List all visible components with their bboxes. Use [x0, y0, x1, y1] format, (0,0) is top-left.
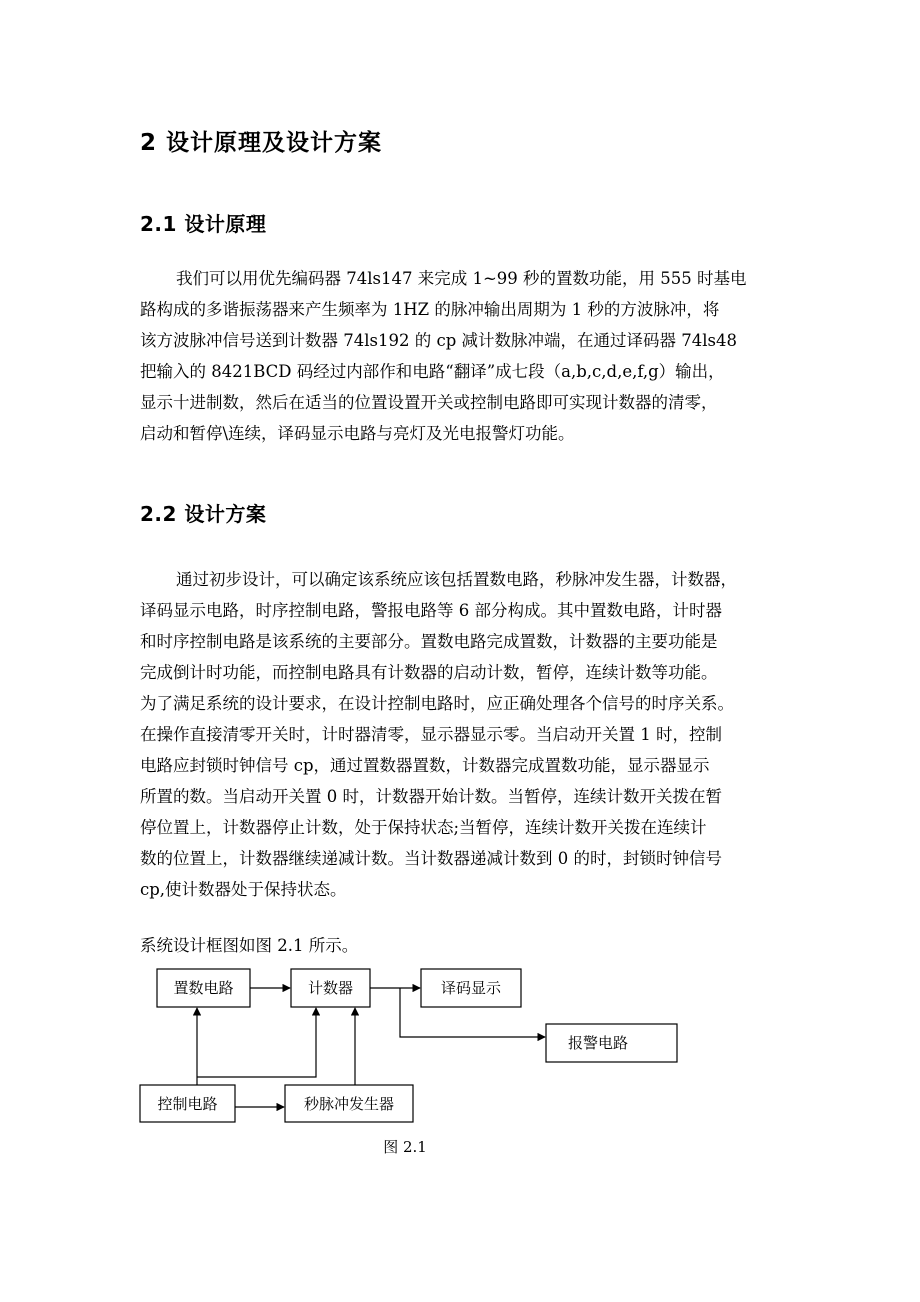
label-decoder-display: 译码显示 — [440, 979, 502, 997]
subsection-title-principle: 2.1 设计原理 — [140, 212, 267, 236]
text-line: 启动和暂停\连续，译码显示电路与亮灯及光电报警灯功能。 — [140, 424, 575, 443]
label-pulse-generator: 秒脉冲发生器 — [303, 1095, 395, 1113]
figure-intro: 系统设计框图如图 2.1 所示。 — [140, 936, 359, 955]
label-alarm: 报警电路 — [567, 1034, 629, 1052]
figure-caption: 图 2.1 — [383, 1138, 427, 1156]
text-line: 完成倒计时功能，而控制电路具有计数器的启动计数，暂停，连续计数等功能。 — [140, 663, 718, 682]
label-preset: 置数电路 — [173, 979, 234, 997]
text-line: 路构成的多谐振荡器来产生频率为 1HZ 的脉冲输出周期为 1 秒的方波脉冲，将 — [140, 300, 720, 319]
arrow-control-to-counter — [197, 1008, 316, 1077]
text-line: 通过初步设计，可以确定该系统应该包括置数电路，秒脉冲发生器，计数器， — [176, 570, 737, 589]
label-control: 控制电路 — [157, 1095, 218, 1113]
text-line: 电路应封锁时钟信号 cp，通过置数器置数，计数器完成置数功能，显示器显示 — [140, 756, 710, 775]
text-line: cp,使计数器处于保持状态。 — [140, 880, 347, 899]
text-line: 译码显示电路，时序控制电路，警报电路等 6 部分构成。其中置数电路，计时器 — [140, 601, 722, 620]
text-line: 数的位置上，计数器继续递减计数。当计数器递减计数到 0 的时，封锁时钟信号 — [140, 849, 722, 868]
text-line: 在操作直接清零开关时，计时器清零，显示器显示零。当启动开关置 1 时，控制 — [140, 725, 722, 744]
text-line: 该方波脉冲信号送到计数器 74ls192 的 cp 减计数脉冲端，在通过译码器 74ls48 — [140, 331, 737, 350]
section-title: 2 设计原理及设计方案 — [140, 130, 383, 156]
text-line: 和时序控制电路是该系统的主要部分。置数电路完成置数，计数器的主要功能是 — [140, 632, 718, 651]
subsection-title-scheme: 2.2 设计方案 — [140, 502, 267, 526]
text-line: 我们可以用优先编码器 74ls147 来完成 1~99 秒的置数功能，用 555 时基电 — [176, 269, 747, 288]
text-line: 显示十进制数，然后在适当的位置设置开关或控制电路即可实现计数器的清零， — [140, 393, 718, 412]
text-line: 所置的数。当启动开关置 0 时，计数器开始计数。当暂停，连续计数开关拨在暂 — [140, 787, 722, 806]
text-line: 停位置上，计数器停止计数，处于保持状态;当暂停，连续计数开关拨在连续计 — [140, 818, 707, 837]
text-line: 为了满足系统的设计要求，在设计控制电路时，应正确处理各个信号的时序关系。 — [140, 694, 734, 713]
text-line: 把输入的 8421BCD 码经过内部作和电路“翻译”成七段（a,b,c,d,e,f,g）输出， — [140, 362, 725, 381]
label-counter: 计数器 — [307, 979, 354, 997]
